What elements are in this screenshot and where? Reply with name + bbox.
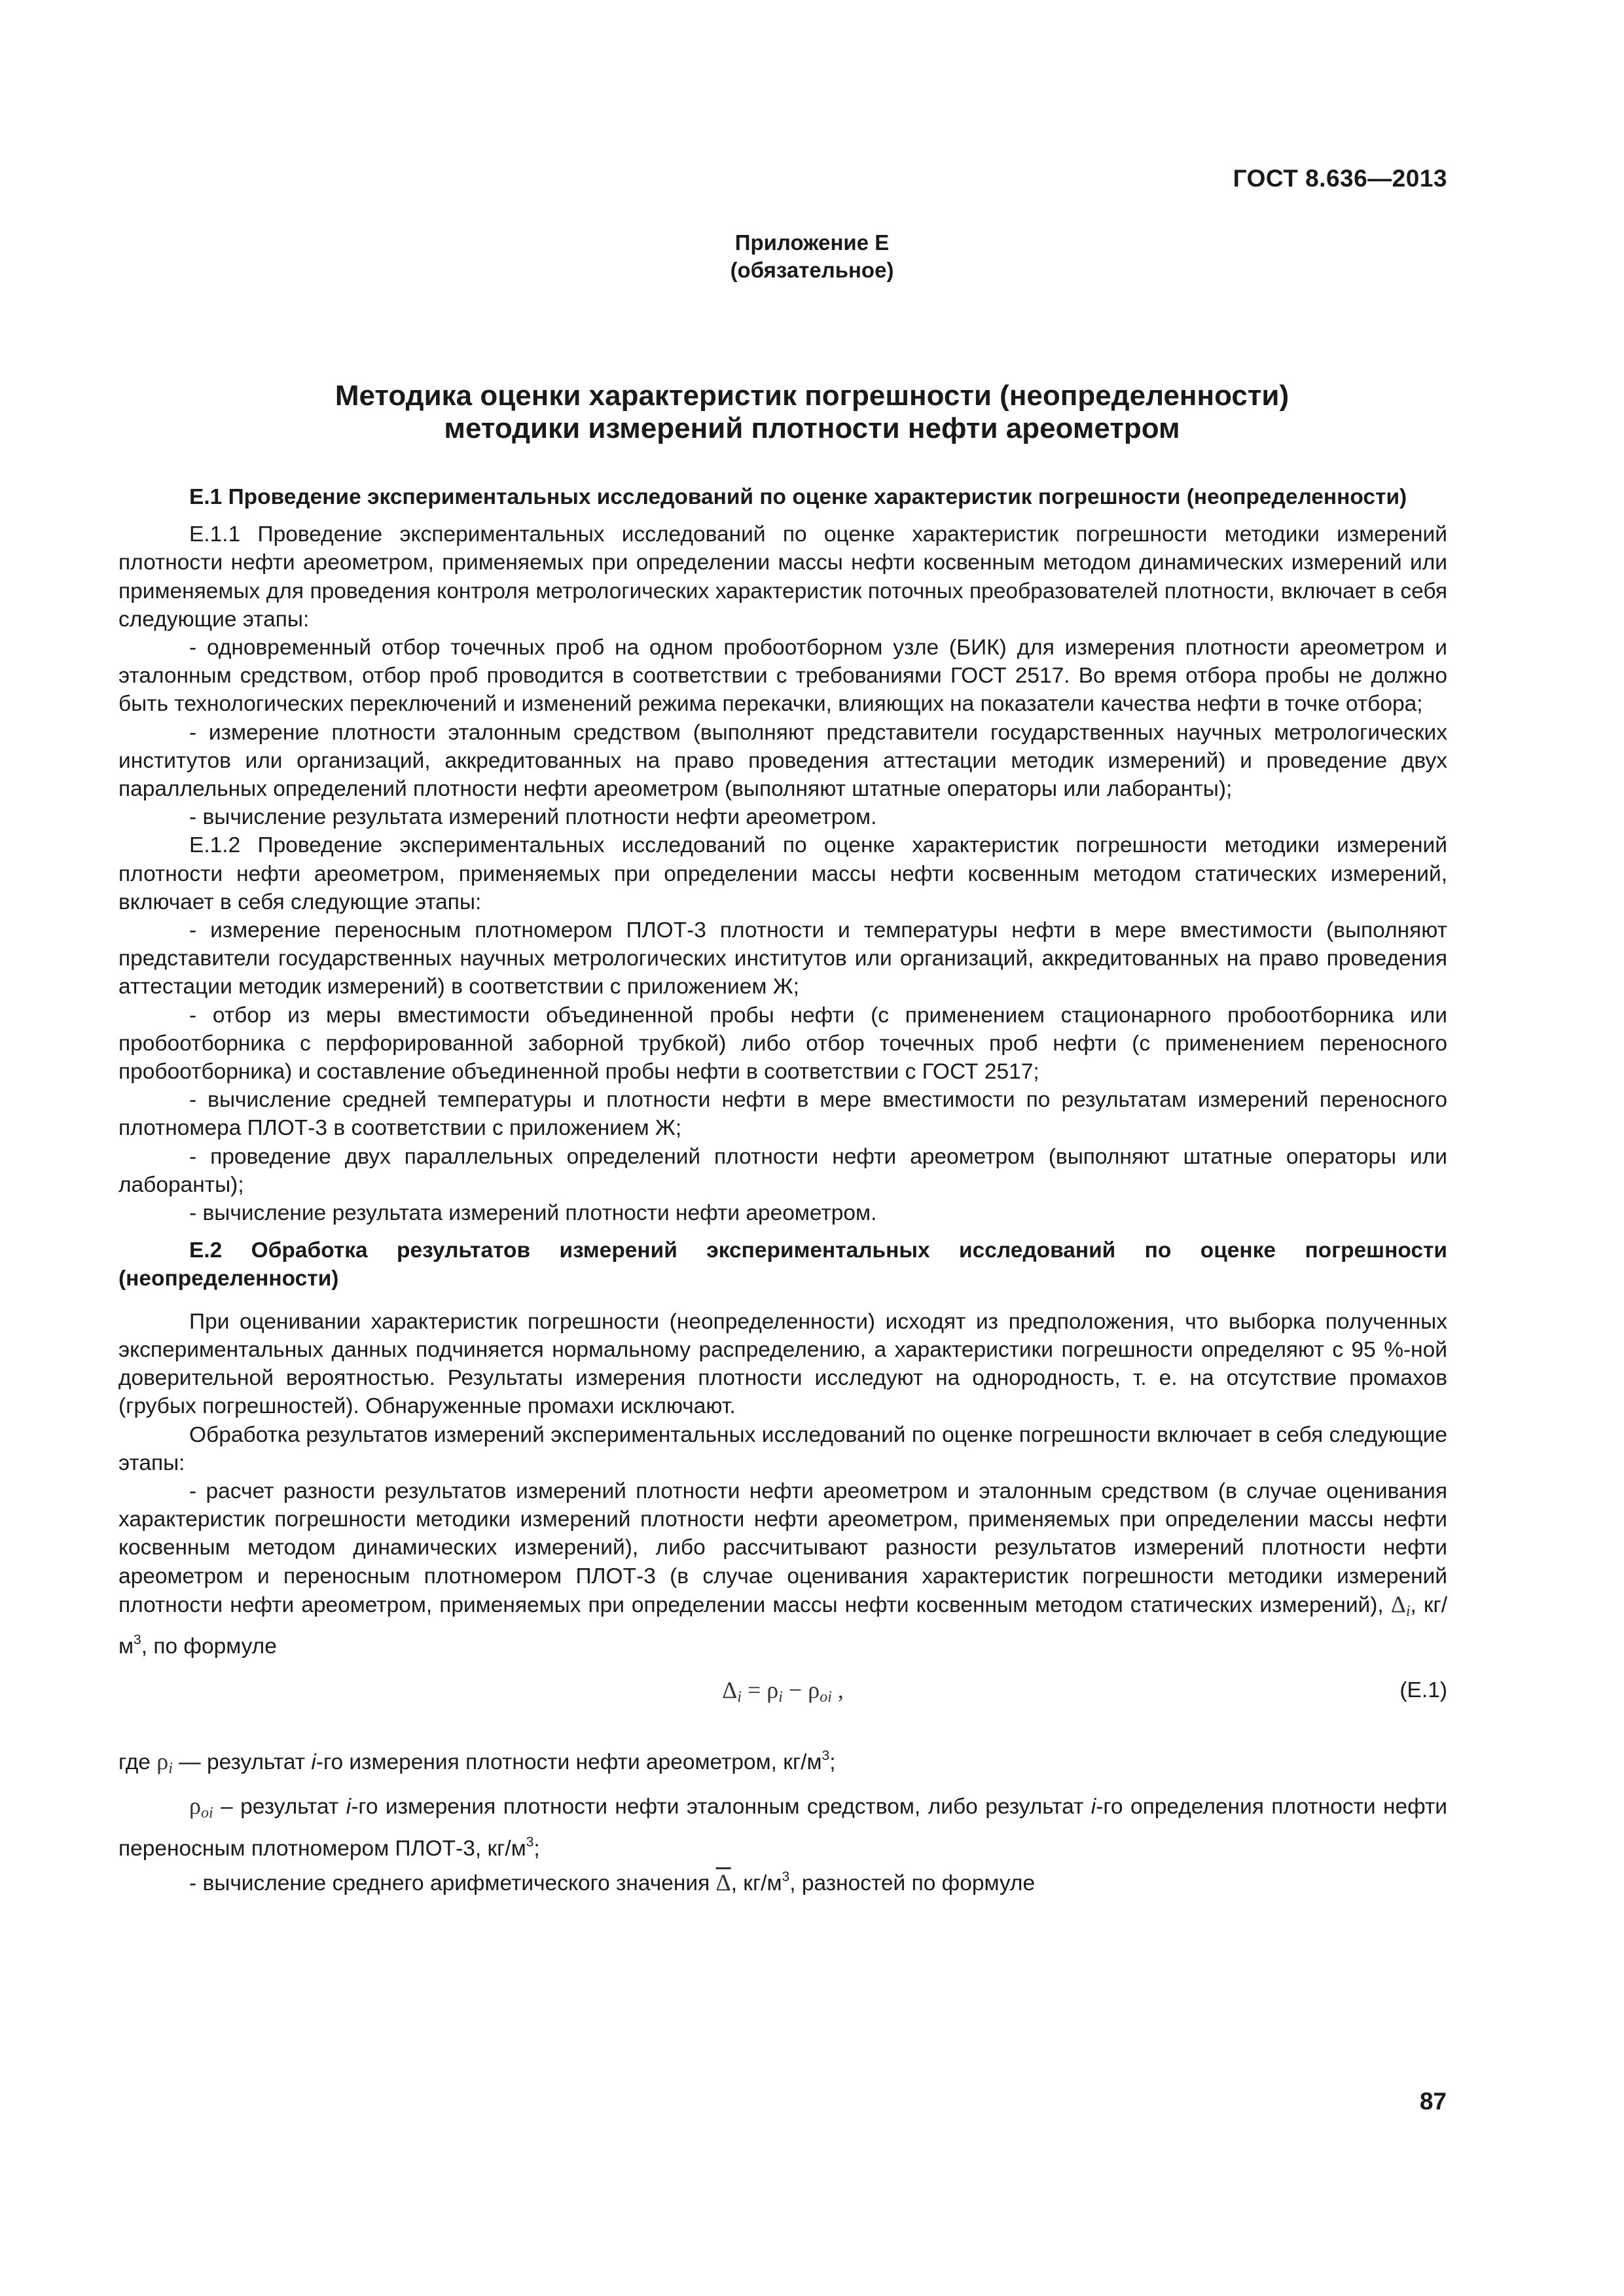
standard-code: ГОСТ 8.636—2013 [1233, 165, 1447, 192]
paragraph-e1-2: Е.1.2 Проведение экспериментальных исследований по оценке характеристик погрешности методики измерений плотности нефти ареометром, применяемых при определении массы нефти косвенным методом статических измерений, включает в себя следующие этапы: [118, 833, 1447, 914]
paragraph-e1-1: Е.1.1 Проведение экспериментальных исследований по оценке характеристик погрешности методики измерений плотности нефти ареометром, применяемых при определении массы нефти косвенным методом динамических измерений или применяемых для проведения контроля метрологических характеристик поточных преобразователей плотности, включает в себя следующие этапы: [118, 522, 1447, 632]
list-item: - одновременный отбор точечных проб на одном пробоотборном узле (БИК) для измерения плотности ареометром и эталонным средством, отбор проб проводится в соответствии с требованиями ГОСТ 2517. Во время отбора пробы не должно быть технологических переключений и изменений режима перекачки, влияющих на показатели качества нефти в точке отбора; [118, 636, 1447, 717]
appendix-status: (обязательное) [730, 258, 894, 282]
page-number: 87 [1419, 2088, 1447, 2115]
list-item: - измерение плотности эталонным средством (выполняют представители государственных научных метрологических институтов или организаций, аккредитованных на право проведения аттестации методик измерений) и проведение двух параллельных определений плотности нефти ареометром (выполняют штатные операторы или лаборанты); [118, 720, 1447, 802]
title-line-1: Методика оценки характеристик погрешности (неопределенности) [334, 380, 1290, 412]
paragraph-e2-2: Обработка результатов измерений экспериментальных исследований по оценке погрешности включает в себя следующие этапы: [118, 1422, 1447, 1475]
list-item: - измерение переносным плотномером ПЛОТ-3 плотности и температуры нефти в мере вместимости (выполняют представители государственных научных метрологических институтов или организаций, аккредитованных на право проведения аттестации методик измерений) в соответствии с приложением Ж; [118, 918, 1447, 999]
section-e1-heading: Е.1 Проведение экспериментальных исследований по оценке характеристик погрешности (неопределенности) [189, 485, 1407, 509]
list-item-difference: - расчет разности результатов измерений плотности нефти ареометром и эталонным средством (в случае оценивания характеристик погрешности методики измерений плотности нефти ареометром, применяемых при определении массы нефти косвенным методом динамических измерений), либо рассчитывают разности результатов измерений плотности нефти ареометром и переносным плотномером ПЛОТ-3 (в случае оценивания характеристик погрешности методики измерений плотности нефти ареометром, применяемых при определении массы нефти косвенным методом статических измерений), $\Delta_i$, $кг/м^3$, по формуле [118, 1479, 1447, 1659]
delta-mean-symbol: $\overline{\Delta}$ [715, 1869, 731, 1895]
list-item: - вычисление средней температуры и плотности нефти в мере вместимости по результатам измерений переносного плотномера ПЛОТ-3 в соответствии с приложением Ж; [118, 1088, 1447, 1141]
title-line-2: методики измерений плотности нефти ареометром [444, 412, 1180, 444]
paragraph-e2-1: При оценивании характеристик погрешности (неопределенности) исходят из предположения, что выборка полученных экспериментальных данных подчиняется нормальному распределению, а характеристики погрешности определяют с 95 %-ной доверительной вероятностью. Результаты измерения плотности исследуют на однородность, т. е. на отсутствие промахов (грубых погрешностей). Обнаруженные промахи исключают. [118, 1309, 1447, 1419]
list-item: - проведение двух параллельных определений плотности нефти ареометром (выполняют штатные операторы или лаборанты); [118, 1144, 1447, 1197]
appendix-heading [0, 229, 1624, 284]
list-item: - вычисление результата измерений плотности нефти ареометром. [189, 1201, 877, 1226]
document-title [0, 380, 1624, 445]
formula-expression: $\Delta_i = \rho_i - \rho_{oi}$ , [722, 1677, 844, 1706]
formula-number: (Е.1) [1399, 1678, 1447, 1703]
appendix-label: Приложение Е [734, 230, 890, 255]
formula-e1 [118, 1676, 1447, 1715]
where-clause-1: где $\rho_i$ — результат i-го измерения плотности нефти ареометром, $кг/м^3$; [118, 1748, 836, 1778]
delta-symbol: $\Delta_i$ [1390, 1590, 1411, 1620]
rho-symbol: $\rho_i$ [156, 1748, 173, 1778]
list-item: - вычисление результата измерений плотности нефти ареометром. [189, 805, 877, 830]
document-body [118, 483, 1447, 1897]
section-e2-heading: Е.2 Обработка результатов измерений экспериментальных исследований по оценке погрешности (неопределенности) [118, 1238, 1447, 1291]
list-item-mean: - вычисление среднего арифметического значения $\overline{\Delta}$, $кг/м^3$, разностей по формуле [189, 1869, 1036, 1895]
where-clause-2: $\rho_{oi}$ – результат i-го измерения плотности нефти эталонным средством, либо результат i-го определения плотности нефти переносным плотномером ПЛОТ-3, $кг/м^3$; [118, 1793, 1447, 1861]
list-item: - отбор из меры вместимости объединенной пробы нефти (с применением стационарного пробоотборника или пробоотборника с перфорированной заборной трубкой) либо отбор точечных проб нефти (с применением переносного пробоотборника) и составление объединенной пробы нефти в соответствии с ГОСТ 2517; [118, 1003, 1447, 1085]
rho-oi-symbol: $\rho_{oi}$ [189, 1793, 213, 1822]
